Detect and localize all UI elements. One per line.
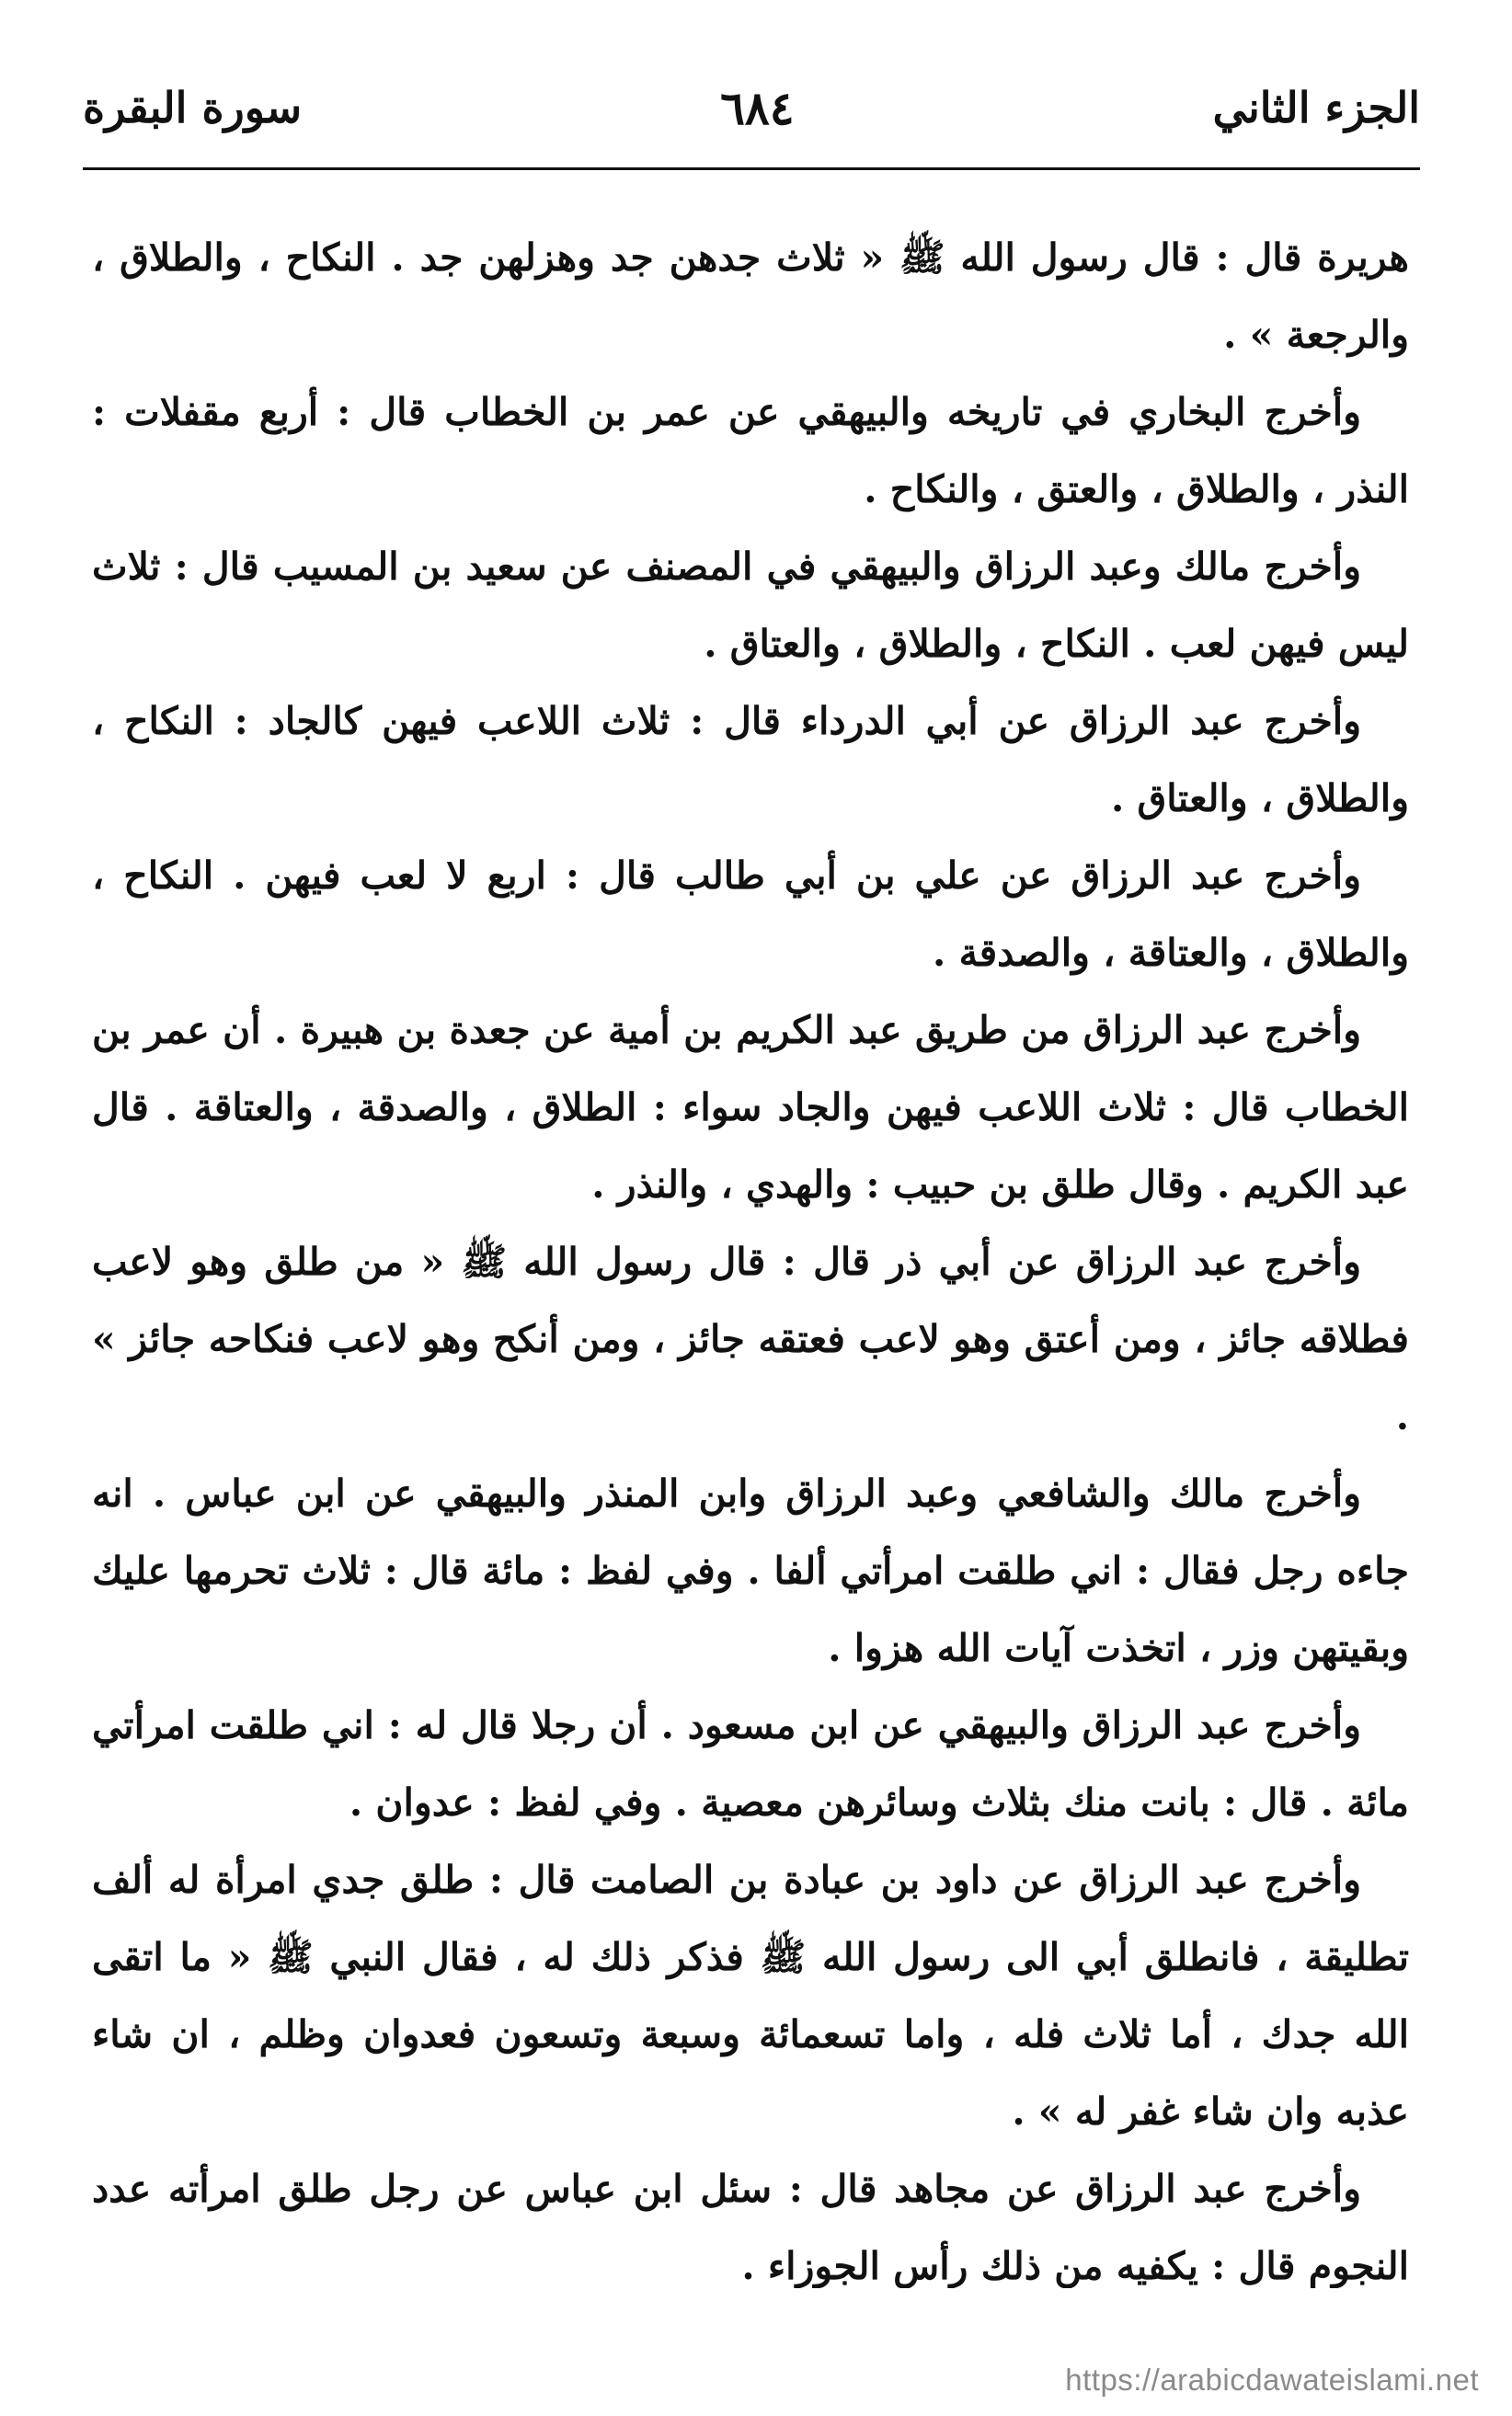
paragraph: وأخرج عبد الرزاق عن مجاهد قال : سئل ابن عباس عن رجل طلق امرأته عدد النجوم قال : يكفيه من ذلك رأس الجوزاء . <box>92 2167 1409 2288</box>
paragraph: وأخرج عبد الرزاق عن علي بن أبي طالب قال : اربع لا لعب فيهن . النكاح ، والطلاق ، والعتاقة ، والصدقة . <box>92 853 1409 975</box>
paragraph: وأخرج عبد الرزاق عن داود بن عبادة بن الصامت قال : طلق جدي امرأة له ألف تطليقة ، فانطلق أبي الى رسول الله ﷺ فذكر ذلك له ، فقال النبي ﷺ « ما اتقى الله جدك ، أما ثلاث فله ، واما تسعمائة وسبعة وتسعون فعدوان وظلم ، ان شاء عذبه وان شاء غفر له » . <box>92 1858 1409 2134</box>
paragraph: وأخرج عبد الرزاق والبيهقي عن ابن مسعود . أن رجلا قال له : اني طلقت امرأتي مائة . قال : بانت منك بثلاث وسائرهن معصية . وفي لفظ : عدوان . <box>92 1703 1409 1825</box>
page-number: ٦٨٤ <box>720 80 795 135</box>
paragraph: هريرة قال : قال رسول الله ﷺ « ثلاث جدهن جد وهزلهن جد . النكاح ، والطلاق ، والرجعة » . <box>92 235 1409 357</box>
paragraph: وأخرج عبد الرزاق من طريق عبد الكريم بن أمية عن جعدة بن هبيرة . أن عمر بن الخطاب قال : ثلاث اللاعب فيهن والجاد سواء : الطلاق ، والصدقة ، والعتاقة . قال عبد الكريم . وقال طلق بن حبيب : والهدي ، والنذر . <box>92 1008 1409 1207</box>
paragraph: وأخرج مالك والشافعي وعبد الرزاق وابن المنذر والبيهقي عن ابن عباس . انه جاءه رجل فقال : اني طلقت امرأتي ألفا . وفي لفظ : مائة قال : ثلاث تحرمها عليك وبقيتهن وزر ، اتخذت آيات الله هزوا . <box>92 1471 1409 1670</box>
source-watermark: https://arabicdawateislami.net <box>1065 2363 1479 2397</box>
header-divider <box>83 167 1420 170</box>
page-body <box>92 219 1409 2288</box>
surah-label: سورة البقرة <box>83 83 303 132</box>
paragraph: وأخرج عبد الرزاق عن أبي الدرداء قال : ثلاث اللاعب فيهن كالجاد : النكاح ، والطلاق ، والعتاق . <box>92 699 1409 820</box>
paragraph: وأخرج البخاري في تاريخه والبيهقي عن عمر بن الخطاب قال : أربع مقفلات : النذر ، والطلاق ، والعتق ، والنكاح . <box>92 390 1409 511</box>
page-header <box>83 66 1420 149</box>
paragraph: وأخرج عبد الرزاق عن أبي ذر قال : قال رسول الله ﷺ « من طلق وهو لاعب فطلاقه جائز ، ومن أعتق وهو لاعب فعتقه جائز ، ومن أنكح وهو لاعب فنكاحه جائز » . <box>92 1240 1409 1438</box>
part-label: الجزء الثاني <box>1212 83 1420 132</box>
paragraph: وأخرج مالك وعبد الرزاق والبيهقي في المصنف عن سعيد بن المسيب قال : ثلاث ليس فيهن لعب . النكاح ، والطلاق ، والعتاق . <box>92 544 1409 666</box>
